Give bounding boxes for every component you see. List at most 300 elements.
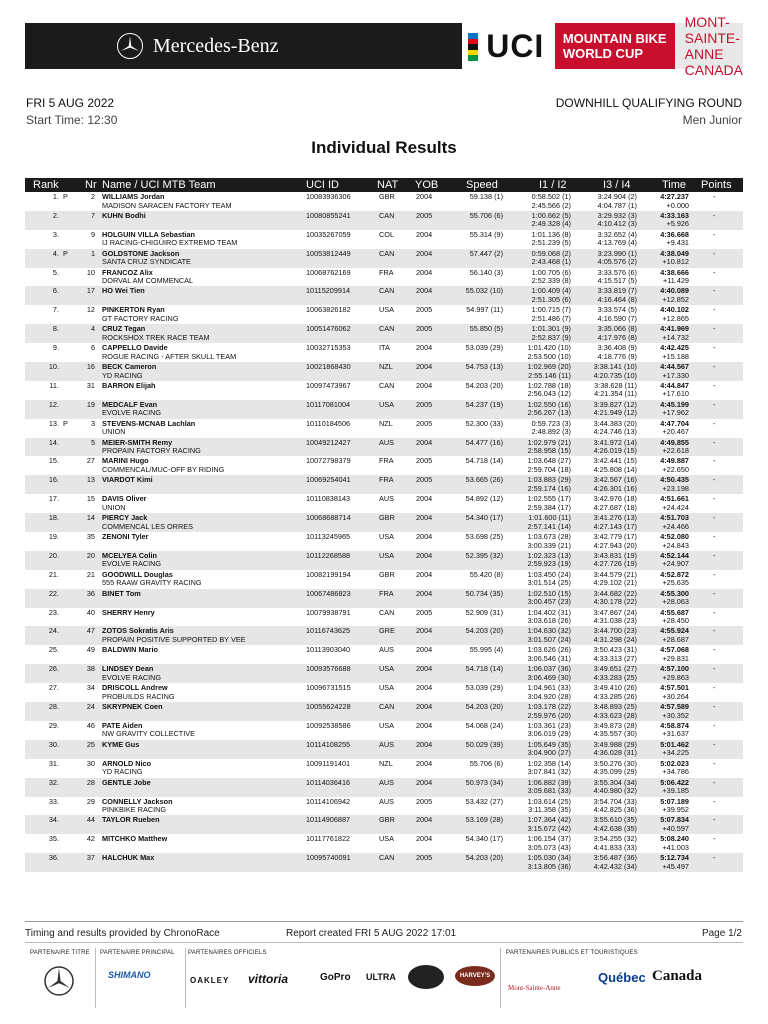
interval-2: 3:15.672 (42): [527, 823, 571, 833]
col-i3-i4: I3 / I4: [603, 179, 631, 191]
rank-cell: 24.: [48, 626, 59, 636]
time-gap: +11.429: [662, 276, 689, 286]
table-row: [25, 645, 743, 664]
table-row: [25, 702, 743, 721]
time-gap: +30.352: [662, 710, 689, 720]
time-gap: +17.610: [662, 389, 689, 399]
speed: 52.395 (32): [465, 550, 503, 560]
interval-3: 3:55.610 (35): [593, 815, 637, 825]
bib-number: 21: [86, 569, 95, 579]
interval-4: 4:18.776 (9): [597, 351, 637, 361]
finish-time: 4:41.969: [660, 324, 689, 334]
start-time: Start Time: 12:30: [26, 113, 118, 127]
finish-time: 4:55.300: [660, 588, 689, 598]
bib-number: 13: [86, 475, 95, 485]
rank-cell: 5.: [52, 267, 59, 277]
harveys-logo: HARVEY'S: [455, 966, 495, 986]
bib-number: 49: [86, 645, 95, 655]
nationality: GBR: [379, 192, 395, 201]
bib-number: 40: [86, 607, 95, 617]
table-row: [25, 683, 743, 702]
rank-cell: 9.: [52, 343, 59, 353]
rider-team: YD RACING: [102, 370, 143, 380]
sponsor-label-official: PARTENAIRES OFFICIELS: [188, 950, 267, 956]
points: -: [713, 588, 716, 598]
uci-id: 10053812449: [306, 248, 351, 258]
finish-time: 5:02.023: [660, 758, 689, 768]
table-row: [25, 834, 743, 853]
bib-number: 20: [86, 550, 95, 560]
speed: 53.698 (25): [465, 532, 503, 542]
footer-divider: [25, 921, 743, 922]
time-gap: +20.467: [662, 427, 689, 437]
venue-label: [675, 14, 743, 78]
speed: 55.420 (8): [469, 569, 503, 579]
table-row: [25, 589, 743, 608]
year-of-birth: 2005: [416, 475, 433, 485]
interval-2: 3:00.339 (21): [527, 540, 571, 550]
speed: 53.665 (26): [465, 475, 503, 485]
interval-3: 3:33.576 (6): [597, 267, 637, 277]
interval-1: 1:03.361 (23): [527, 720, 571, 730]
event-date: FRI 5 AUG 2022: [26, 96, 115, 110]
interval-4: 4:13.769 (4): [597, 238, 637, 248]
rank-cell: 25.: [48, 645, 59, 655]
rank-cell: 1.: [52, 192, 59, 201]
interval-3: 3:54.704 (33): [593, 796, 637, 806]
rider-name: ZENONI Tyler: [102, 532, 149, 542]
speed: 50.029 (39): [465, 739, 503, 749]
year-of-birth: 2004: [416, 532, 433, 542]
rank-cell: 35.: [48, 834, 59, 844]
bib-number: 24: [86, 702, 95, 712]
speed: 55.850 (5): [469, 324, 503, 334]
interval-4: 4:16.464 (8): [597, 294, 637, 304]
rider-name: BALDWIN Mario: [102, 645, 158, 655]
rank-cell: 31.: [48, 758, 59, 768]
uci-id: 10091191401: [306, 758, 351, 768]
time-gap: +40.597: [662, 823, 689, 833]
rider-name: FRANCOZ Alix: [102, 267, 153, 277]
year-of-birth: 2004: [416, 550, 433, 560]
interval-1: 1:04.630 (32): [527, 626, 571, 636]
interval-1: 0:59.068 (2): [531, 248, 571, 258]
uci-id: 10079938791: [306, 607, 351, 617]
points: -: [713, 664, 716, 674]
points: -: [713, 305, 716, 315]
interval-3: 3:48.893 (25): [593, 702, 637, 712]
interval-4: 4:33.623 (28): [593, 710, 637, 720]
speed: 55.995 (4): [469, 645, 503, 655]
bib-number: 10: [86, 267, 95, 277]
finish-time: 4:55.687: [660, 607, 689, 617]
interval-4: 4:16.590 (7): [597, 313, 637, 323]
finish-time: 4:57.068: [660, 645, 689, 655]
uci-id: 10083936306: [306, 192, 351, 201]
interval-1: 1:00.715 (7): [531, 305, 571, 315]
finish-time: 4:45.199: [660, 399, 689, 409]
interval-2: 2:52.837 (9): [531, 332, 571, 342]
uci-id: 10097473967: [306, 380, 351, 390]
finish-time: 4:52.144: [660, 550, 689, 560]
rider-team: PROPAIN POSITIVE SUPPORTED BY VEE: [102, 634, 246, 644]
quebec-logo: Québec: [598, 970, 646, 985]
rider-name: WILLIAMS Jordan: [102, 192, 165, 201]
interval-1: 1:06.154 (37): [527, 834, 571, 844]
uci-id: 10114108255: [306, 739, 351, 749]
time-gap: +12.852: [662, 294, 689, 304]
mercedes-benz-text: Mercedes-Benz: [153, 34, 279, 57]
uci-id: 10035267059: [306, 229, 351, 239]
shimano-logo: SHIMANO: [108, 970, 151, 980]
rider-name: GOLDSTONE Jackson: [102, 248, 180, 258]
bib-number: 3: [90, 418, 95, 428]
podium-flag: P: [63, 192, 68, 201]
interval-2: 3:04.900 (27): [527, 748, 571, 758]
rider-name: BECK Cameron: [102, 362, 157, 372]
interval-2: 2:59.976 (20): [527, 710, 571, 720]
nationality: CAN: [379, 380, 395, 390]
interval-4: 4:42.638 (35): [593, 823, 637, 833]
interval-2: 2:53.500 (10): [527, 351, 571, 361]
rider-name: PIERCY Jack: [102, 513, 148, 523]
table-row: [25, 797, 743, 816]
interval-4: 4:21.354 (11): [594, 389, 637, 399]
interval-2: 2:59.384 (17): [527, 502, 571, 512]
rank-cell: 2.: [52, 210, 59, 220]
time-gap: +24.466: [662, 521, 689, 531]
interval-4: 4:35.099 (29): [593, 767, 637, 777]
col-time: Time: [662, 179, 687, 191]
points: -: [713, 399, 716, 409]
time-gap: +12.865: [662, 313, 689, 323]
interval-2: 3:06.469 (30): [527, 672, 571, 682]
table-row: [25, 513, 743, 532]
uci-id: 10096731515: [306, 683, 351, 693]
interval-2: 2:56.267 (13): [527, 408, 571, 418]
timing-credit: Timing and results provided by ChronoRace: [25, 928, 220, 939]
rider-name: MEIER-SMITH Remy: [102, 437, 173, 447]
year-of-birth: 2004: [416, 626, 433, 636]
interval-4: 4:10.412 (3): [597, 219, 637, 229]
nationality: GRE: [379, 626, 395, 636]
rider-team: COMMENCAL LES ORRES: [102, 521, 193, 531]
rank-cell: 27.: [48, 683, 59, 693]
uci-id: 10113903040: [306, 645, 351, 655]
bib-number: 44: [86, 815, 95, 825]
nationality: NZL: [379, 362, 393, 372]
rank-cell: 33.: [48, 796, 59, 806]
uci-id: 10049212427: [306, 437, 351, 447]
interval-1: 1:02.358 (14): [527, 758, 571, 768]
speed: 57.447 (2): [469, 248, 503, 258]
speed: 54.997 (11): [466, 305, 503, 315]
year-of-birth: 2004: [416, 834, 433, 844]
finish-time: 4:40.102: [660, 305, 689, 315]
interval-4: 4:35.557 (30): [593, 729, 637, 739]
rider-team: YD RACING: [102, 767, 143, 777]
bib-number: 14: [86, 513, 95, 523]
bib-number: 42: [86, 834, 95, 844]
rider-team: PINKBIKE RACING: [102, 805, 167, 814]
bib-number: 36: [86, 588, 95, 598]
interval-1: 1:00.705 (6): [531, 267, 571, 277]
year-of-birth: 2004: [416, 739, 433, 749]
uci-id: 10093576688: [306, 664, 351, 674]
nationality: USA: [379, 664, 395, 674]
world-cup-label: [555, 23, 675, 69]
year-of-birth: 2004: [416, 343, 433, 353]
interval-2: 2:57.141 (14): [527, 521, 571, 531]
rider-name: CONNELLY Jackson: [102, 796, 173, 806]
interval-4: 4:29.102 (21): [593, 578, 637, 588]
time-gap: +22.650: [662, 464, 689, 474]
interval-2: 2:59.704 (18): [527, 464, 571, 474]
bib-number: 4: [90, 324, 95, 334]
nationality: NZL: [379, 758, 393, 768]
rider-name: PINKERTON Ryan: [102, 305, 165, 315]
interval-3: 3:29.932 (3): [597, 210, 637, 220]
rider-name: VIARDOT Kimi: [102, 475, 153, 485]
uci-id: 10063826182: [306, 305, 351, 315]
uci-id: 10032715353: [306, 343, 351, 353]
category: Men Junior: [682, 113, 742, 127]
interval-1: 1:06.882 (39): [527, 777, 571, 787]
interval-4: 4:27.687 (18): [593, 502, 637, 512]
results-table-header: [25, 178, 743, 192]
rider-name: MCELYEA Colin: [102, 550, 158, 560]
points: -: [713, 267, 716, 277]
points: -: [713, 456, 716, 466]
interval-2: 3:01.514 (25): [527, 578, 571, 588]
points: -: [713, 550, 716, 560]
interval-4: 4:26.019 (15): [593, 446, 637, 456]
time-gap: +25.635: [662, 578, 689, 588]
interval-3: 3:43.831 (19): [593, 550, 637, 560]
speed: 55.032 (10): [465, 286, 503, 296]
rank-cell: 20.: [48, 550, 59, 560]
interval-2: 2:45.566 (2): [531, 200, 571, 210]
speed: 54.203 (20): [465, 626, 503, 636]
points: -: [713, 192, 716, 201]
sponsor-separator: [95, 948, 96, 1008]
interval-2: 3:13.805 (36): [527, 861, 571, 871]
interval-3: 3:42.441 (15): [593, 456, 637, 466]
interval-3: 3:33.819 (7): [597, 286, 637, 296]
nationality: USA: [379, 550, 395, 560]
nationality: AUS: [379, 796, 395, 806]
rank-cell: 36.: [48, 853, 59, 863]
interval-2: 2:52.339 (8): [531, 276, 571, 286]
interval-3: 3:33.574 (5): [597, 305, 637, 315]
uci-id: 10110184506: [306, 418, 351, 428]
rider-name: MARINI Hugo: [102, 456, 149, 466]
page-title: Individual Results: [311, 138, 457, 157]
speed: 54.203 (20): [465, 853, 503, 863]
world-cup-line2: WORLD CUP: [562, 46, 644, 61]
interval-4: 4:27.143 (17): [593, 521, 637, 531]
bib-number: 7: [90, 210, 95, 220]
bib-number: 9: [90, 229, 95, 239]
finish-time: 4:42.425: [660, 343, 689, 353]
table-row: [25, 381, 743, 400]
bib-number: 5: [90, 437, 95, 447]
points: -: [713, 626, 716, 636]
finish-time: 4:44.847: [660, 380, 689, 390]
interval-4: 4:42.432 (34): [593, 861, 637, 871]
nationality: USA: [379, 720, 395, 730]
interval-2: 2:55.146 (11): [528, 370, 571, 380]
year-of-birth: 2005: [416, 456, 433, 466]
table-row: [25, 815, 743, 834]
nationality: CAN: [379, 853, 395, 863]
bib-number: 30: [86, 758, 95, 768]
bib-number: 31: [86, 380, 95, 390]
table-row: [25, 475, 743, 494]
bib-number: 6: [90, 343, 95, 353]
nationality: USA: [379, 683, 395, 693]
interval-1: 1:00.662 (5): [531, 210, 571, 220]
rank-cell: 15.: [48, 456, 59, 466]
uci-id: 10051476062: [306, 324, 351, 334]
rider-team: PROBUILDS RACING: [102, 691, 175, 701]
time-gap: +39.185: [662, 786, 689, 796]
points: -: [713, 702, 716, 712]
interval-1: 1:05.030 (34): [527, 853, 571, 863]
table-row: [25, 721, 743, 740]
year-of-birth: 2004: [416, 758, 433, 768]
time-gap: +10.812: [662, 257, 689, 267]
rider-name: GOODWILL Douglas: [102, 569, 173, 579]
table-row: [25, 759, 743, 778]
page-number: Page 1/2: [701, 928, 742, 939]
speed: 54.718 (14): [465, 664, 503, 674]
bib-number: 17: [86, 286, 95, 296]
points: -: [713, 532, 716, 542]
sponsor-separator: [500, 948, 501, 1008]
interval-4: 4:33.313 (27): [593, 653, 637, 663]
points: -: [713, 607, 716, 617]
table-row: [25, 268, 743, 287]
interval-4: 4:24.746 (13): [593, 427, 637, 437]
speed: 52.300 (33): [465, 418, 503, 428]
interval-1: 1:03.614 (25): [527, 796, 571, 806]
interval-1: 1:02.969 (20): [527, 362, 571, 372]
speed: 54.340 (17): [465, 834, 503, 844]
speed: 55.706 (6): [469, 758, 503, 768]
table-row: [25, 249, 743, 268]
speed: 53.432 (27): [465, 796, 503, 806]
rank-cell: 4.: [52, 248, 59, 258]
finish-time: 4:57.589: [660, 702, 689, 712]
uci-id: 10072798379: [306, 456, 351, 466]
finish-time: 5:07.834: [660, 815, 689, 825]
finish-time: 4:38.049: [660, 248, 689, 258]
rider-name: DRISCOLL Andrew: [102, 683, 168, 693]
world-cup-line1: MOUNTAIN BIKE: [562, 31, 667, 46]
interval-3: 3:54.255 (32): [593, 834, 637, 844]
event-banner: [25, 14, 743, 78]
table-row: [25, 853, 743, 872]
table-row: [25, 626, 743, 645]
finish-time: 4:38.666: [660, 267, 689, 277]
speed: 55.706 (6): [469, 210, 503, 220]
time-gap: +14.732: [662, 332, 689, 342]
table-row: [25, 362, 743, 381]
rider-name: LINDSEY Dean: [102, 664, 154, 674]
year-of-birth: 2004: [416, 777, 433, 787]
finish-time: 4:36.668: [660, 229, 689, 239]
finish-time: 4:49.887: [660, 456, 689, 466]
rider-team: ROGUE RACING - AFTER SKULL TEAM: [102, 351, 237, 361]
year-of-birth: 2004: [416, 380, 433, 390]
finish-time: 4:52.080: [660, 532, 689, 542]
podium-flag: P: [63, 248, 68, 258]
interval-3: 3:49.651 (27): [593, 664, 637, 674]
points: -: [713, 569, 716, 579]
rank-cell: 6.: [52, 286, 59, 296]
speed: 53.039 (29): [465, 683, 503, 693]
uci-id: 10114906887: [306, 815, 351, 825]
rider-name: MITCHKO Matthew: [102, 834, 168, 844]
interval-3: 3:44.383 (20): [593, 418, 637, 428]
table-row: [25, 343, 743, 362]
col-points: Points: [701, 179, 732, 191]
interval-1: 1:02.979 (21): [527, 437, 571, 447]
bib-number: 25: [86, 739, 95, 749]
speed: 55.314 (9): [469, 229, 503, 239]
venue-line1: MONT-SAINTE-ANNE: [684, 14, 740, 62]
interval-2: 2:48.892 (3): [531, 427, 571, 437]
finish-time: 4:33.163: [660, 210, 689, 220]
uci-id: 10110838143: [306, 494, 351, 504]
finish-time: 4:55.924: [660, 626, 689, 636]
interval-4: 4:36.028 (31): [593, 748, 637, 758]
rider-team: DORVAL AM COMMENCAL: [102, 276, 194, 286]
interval-3: 3:23.990 (1): [597, 248, 637, 258]
nationality: CAN: [379, 210, 395, 220]
rank-cell: 17.: [48, 494, 59, 504]
interval-3: 3:42.976 (18): [593, 494, 637, 504]
mercedes-star-icon: [117, 33, 143, 59]
year-of-birth: 2004: [416, 815, 433, 825]
uci-id: 10068762169: [306, 267, 351, 277]
interval-3: 3:49.873 (28): [593, 720, 637, 730]
nationality: FRA: [379, 267, 394, 277]
year-of-birth: 2004: [416, 362, 433, 372]
time-gap: +17.330: [662, 370, 689, 380]
year-of-birth: 2004: [416, 588, 433, 598]
points: -: [713, 343, 716, 353]
rider-name: CRUZ Tegan: [102, 324, 146, 334]
interval-1: 1:07.364 (42): [527, 815, 571, 825]
col-uci-id: UCI ID: [306, 179, 339, 191]
rider-name: SKRYPNEK Coen: [102, 702, 163, 712]
interval-4: 4:42.825 (36): [593, 805, 637, 814]
interval-1: 1:02.788 (18): [527, 380, 571, 390]
interval-1: 1:03.178 (22): [527, 702, 571, 712]
time-gap: +29.831: [662, 653, 689, 663]
time-gap: +24.424: [662, 502, 689, 512]
rank-cell: 32.: [48, 777, 59, 787]
finish-time: 4:49.855: [660, 437, 689, 447]
table-row: [25, 419, 743, 438]
speed: 54.753 (13): [465, 362, 503, 372]
interval-1: 0:59.723 (3): [531, 418, 571, 428]
col-nr: Nr: [85, 179, 97, 191]
year-of-birth: 2005: [416, 796, 433, 806]
nationality: GBR: [379, 513, 395, 523]
